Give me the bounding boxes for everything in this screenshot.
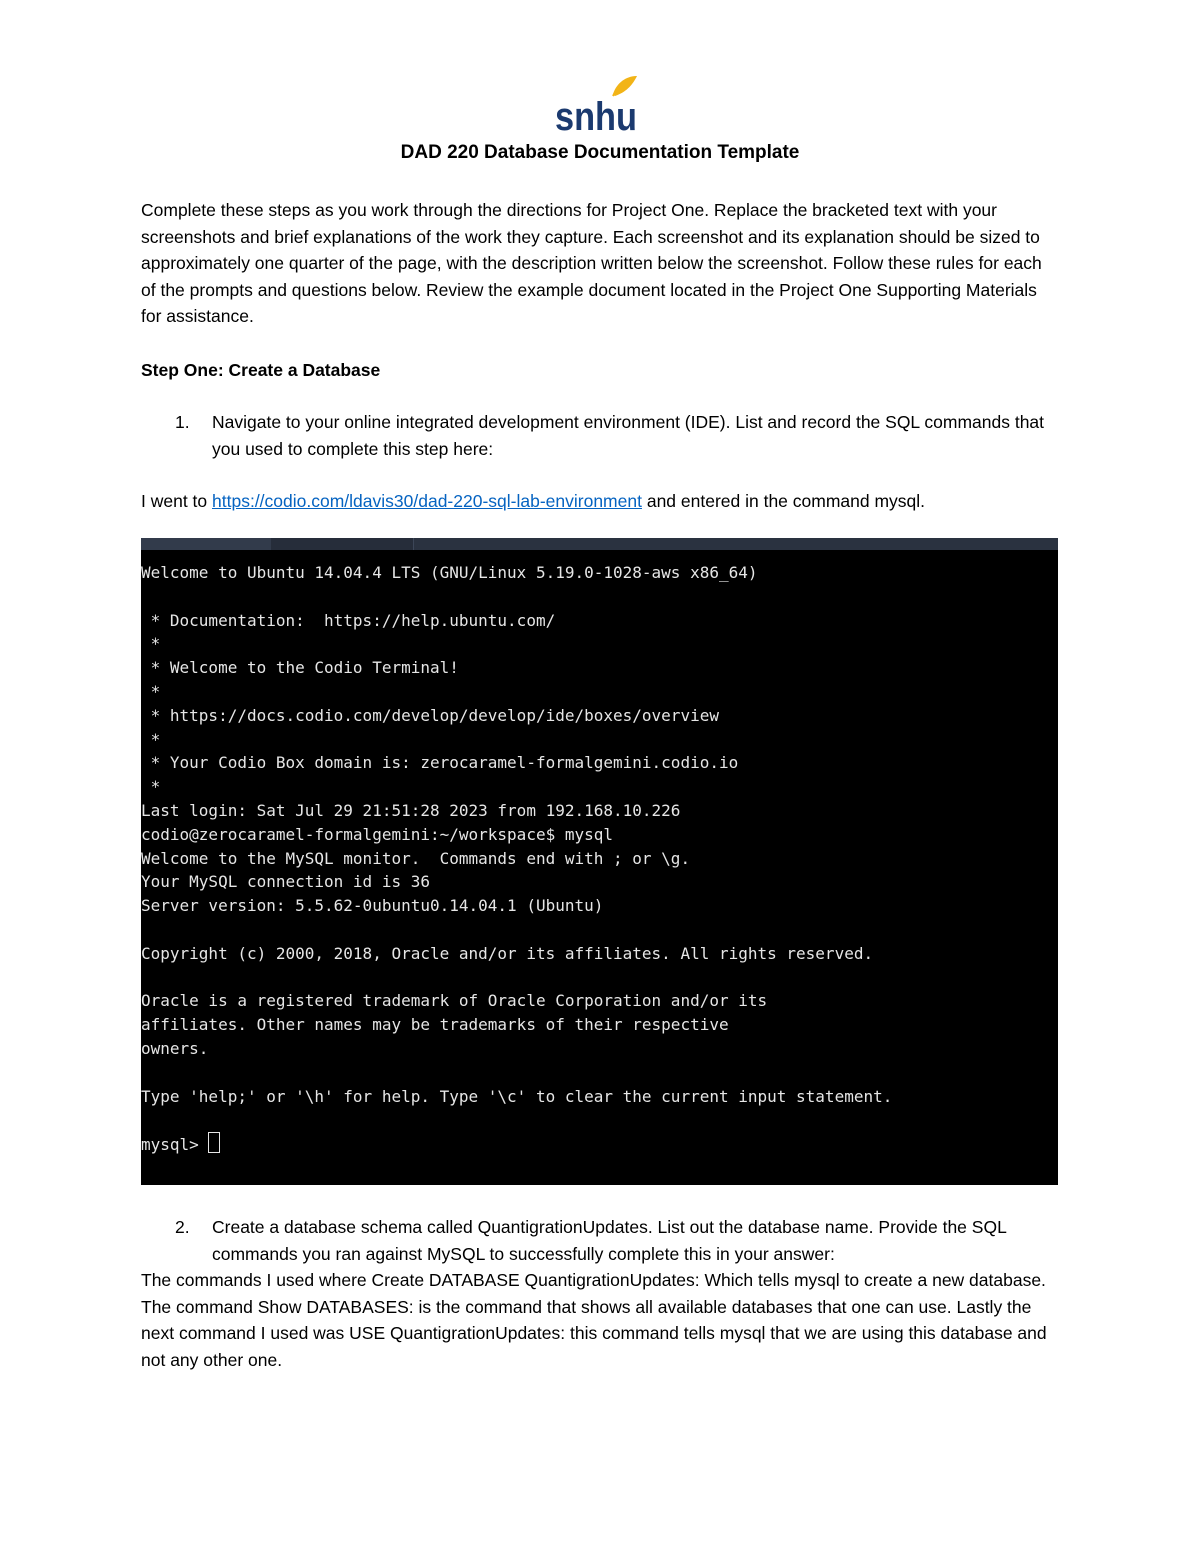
terminal-tab: [141, 538, 271, 550]
item-text: Navigate to your online integrated development environment (IDE). List and record the SQL commands that you used to complete this step here:: [212, 412, 1045, 459]
terminal-line: Copyright (c) 2000, 2018, Oracle and/or its affiliates. All rights reserved.: [141, 943, 874, 963]
terminal-line: Server version: 5.5.62-0ubuntu0.14.04.1 (Ubuntu): [141, 896, 604, 916]
step-heading: Step One: Create a Database: [141, 360, 381, 380]
terminal-line: owners.: [141, 1038, 209, 1058]
terminal-line: Last login: Sat Jul 29 21:51:28 2023 from 192.168.10.226: [141, 800, 681, 820]
terminal-line: Your MySQL connection id is 36: [141, 872, 430, 892]
terminal-line: [141, 918, 1058, 942]
item-number: 1.: [175, 412, 190, 432]
terminal-line: *: [141, 681, 161, 701]
cursor-icon: [208, 1132, 220, 1153]
terminal-line: *: [141, 777, 161, 797]
terminal-line: * Welcome to the Codio Terminal!: [141, 658, 459, 678]
terminal-line: [141, 1108, 1058, 1132]
mysql-prompt: [141, 1132, 1058, 1157]
svg-text:snhu: snhu: [555, 95, 637, 134]
terminal-line: Welcome to Ubuntu 14.04.4 LTS (GNU/Linux 5.19.0-1028-aws x86_64): [141, 563, 758, 582]
answer-2: The commands I used where Create DATABASE QuantigrationUpdates: Which tells mysql to create a new database. The command Show DATABASES: is the command that shows all available databases that one can use. Lastly the next command I used was USE QuantigrationUpdates: this command tells mysql that we are using this database and not any other one.: [141, 1270, 1047, 1370]
item-number: 2.: [175, 1217, 190, 1237]
answer-1-suffix: and entered in the command mysql.: [641, 491, 926, 511]
terminal-line: *: [141, 729, 161, 749]
answer-1-prefix: I went to: [141, 491, 213, 511]
terminal-line: Type 'help;' or '\h' for help. Type '\c' to clear the current input statement.: [141, 1086, 893, 1106]
terminal-line: * https://docs.codio.com/develop/develop/ide/boxes/overview: [141, 705, 719, 725]
document-title: DAD 220 Database Documentation Template: [400, 142, 800, 163]
terminal-line: *: [141, 634, 161, 654]
terminal-tab-bar: [141, 538, 1058, 550]
terminal-line: * Your Codio Box domain is: zerocaramel-formalgemini.codio.io: [141, 753, 739, 773]
terminal-line: [141, 966, 1058, 990]
terminal-line: Oracle is a registered trademark of Oracle Corporation and/or its: [141, 991, 768, 1011]
terminal-output: [141, 550, 1058, 1157]
item-text: Create a database schema called QuantigrationUpdates. List out the database name. Provide the SQL commands you ran against MySQL to successfully complete this in your answer:: [212, 1217, 1007, 1264]
terminal-line: * Documentation: https://help.ubuntu.com/: [141, 610, 556, 630]
prompt-text: mysql>: [141, 1135, 209, 1155]
terminal-line: codio@zerocaramel-formalgemini:~/workspace$ mysql: [141, 824, 614, 844]
terminal-screenshot: [141, 538, 1058, 1185]
terminal-line: Welcome to the MySQL monitor. Commands end with ; or \g.: [141, 848, 691, 868]
terminal-line: [141, 1061, 1058, 1085]
terminal-tab: [271, 538, 414, 550]
terminal-line: [141, 585, 1058, 609]
intro-paragraph: Complete these steps as you work through the directions for Project One. Replace the bracketed text with your screenshots and brief explanations of the work they capture. Each screenshot and its explanation should be sized to approximately one quarter of the page, with the description written below the screenshot. Follow these rules for each of the prompts and questions below. Review the example document located in the Project One Supporting Materials for assistance.: [141, 200, 1042, 327]
answer-1: [141, 488, 1061, 515]
codio-link[interactable]: https://codio.com/ldavis30/dad-220-sql-lab-environment: [212, 491, 642, 511]
snhu-logo: [555, 74, 645, 134]
terminal-line: affiliates. Other names may be trademarks of their respective: [141, 1015, 729, 1035]
